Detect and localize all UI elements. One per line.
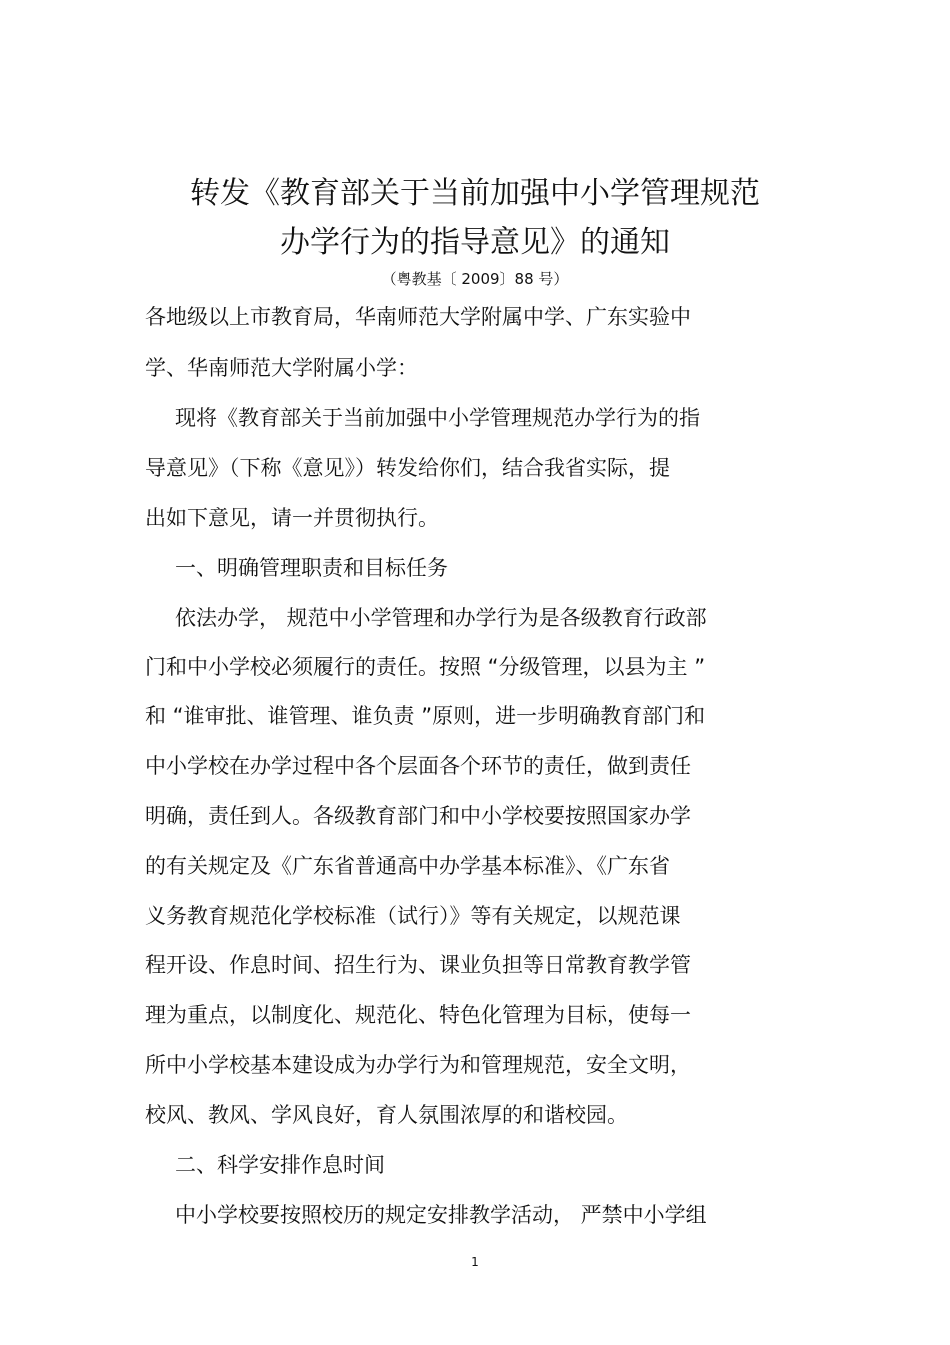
section-heading: 一、明确管理职责和目标任务 bbox=[175, 556, 448, 580]
body-line: 和 “谁审批、谁管理、谁负责 ”原则，进一步明确教育部门和 bbox=[145, 704, 706, 728]
document-title-line-1: 转发《教育部关于当前加强中小学管理规范 bbox=[190, 176, 760, 211]
body-line: 校风、教风、学风良好，育人氛围浓厚的和谐校园。 bbox=[145, 1103, 628, 1127]
body-line: 理为重点，以制度化、规范化、特色化管理为目标，使每一 bbox=[145, 1003, 691, 1027]
body-line: 依法办学， 规范中小学管理和办学行为是各级教育行政部 bbox=[175, 606, 707, 630]
section-heading: 二、科学安排作息时间 bbox=[175, 1153, 385, 1177]
body-line: 导意见》（下称《意见》）转发给你们，结合我省实际，提 bbox=[145, 456, 670, 480]
body-line: 的有关规定及《广东省普通高中办学基本标准》、《广东省 bbox=[145, 854, 670, 878]
body-line: 中小学校要按照校历的规定安排教学活动， 严禁中小学组 bbox=[175, 1203, 707, 1227]
body-line: 现将《教育部关于当前加强中小学管理规范办学行为的指 bbox=[175, 406, 700, 430]
page-number: 1 bbox=[471, 1255, 479, 1269]
body-line: 明确，责任到人。各级教育部门和中小学校要按照国家办学 bbox=[145, 804, 691, 828]
body-line: 各地级以上市教育局，华南师范大学附属中学、广东实验中 bbox=[145, 305, 691, 329]
body-line: 门和中小学校必须履行的责任。按照 “分级管理，以县为主 ” bbox=[145, 655, 706, 679]
body-line: 中小学校在办学过程中各个层面各个环节的责任，做到责任 bbox=[145, 754, 691, 778]
body-line: 所中小学校基本建设成为办学行为和管理规范，安全文明， bbox=[145, 1053, 691, 1077]
body-line: 出如下意见，请一并贯彻执行。 bbox=[145, 506, 439, 530]
document-title-line-2: 办学行为的指导意见》的通知 bbox=[280, 225, 670, 260]
body-line: 学、华南师范大学附属小学： bbox=[145, 356, 418, 380]
body-line: 程开设、作息时间、招生行为、课业负担等日常教育教学管 bbox=[145, 953, 691, 977]
document-number: （粤教基〔 2009〕88 号） bbox=[381, 270, 569, 288]
body-line: 义务教育规范化学校标准（试行）》等有关规定，以规范课 bbox=[145, 904, 681, 928]
